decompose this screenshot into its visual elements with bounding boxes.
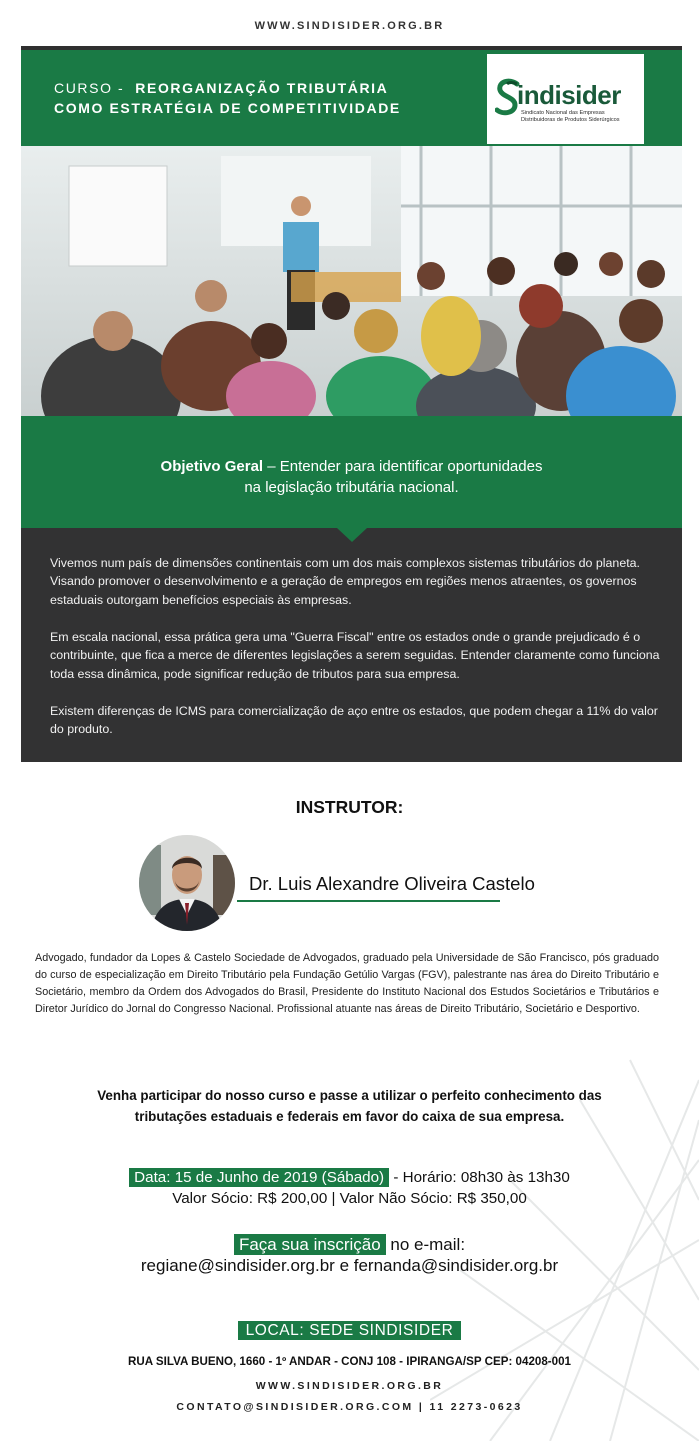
instructor-portrait [139,835,235,931]
cta-line1: Venha participar do nosso curso e passe a utilizar o perfeito conhecimento das [97,1088,602,1103]
instructor-avatar [139,835,235,931]
registration-emails[interactable]: regiane@sindisider.org.br e fernanda@sindisider.org.br [140,1256,559,1275]
event-date-badge: Data: 15 de Junho de 2019 (Sábado) [129,1168,389,1187]
objective-pointer [337,528,367,542]
event-prices: Valor Sócio: R$ 200,00 | Valor Não Sócio: R$ 350,00 [172,1190,527,1207]
call-to-action [0,1085,699,1127]
sindisider-logo[interactable] [487,54,644,144]
event-date-line [0,1169,699,1186]
footer-site-url[interactable]: WWW.SINDISIDER.ORG.BR [255,1380,444,1392]
instructor-name-underline [237,900,500,902]
classroom-illustration [21,146,682,416]
description-band [21,528,682,762]
course-title-line2: COMO ESTRATÉGIA DE COMPETITIVIDADE [54,100,401,116]
registration-line [0,1235,699,1255]
logo-subtitle-line2: Distribuidoras de Produtos Siderúrgicos [521,117,620,123]
footer-contact[interactable]: CONTATO@SINDISIDER.ORG.COM | 11 2273-0623 [176,1401,523,1413]
classroom-photo [21,146,682,416]
logo-subtitle-line1: Sindicato Nacional das Empresas [521,110,605,116]
objective-line2: na legislação tributária nacional. [244,479,459,496]
location-badge: LOCAL: SEDE SINDISIDER [238,1321,462,1340]
location-address: RUA SILVA BUENO, 1660 - 1º ANDAR - CONJ 108 - IPIRANGA/SP CEP: 04208-001 [128,1355,571,1368]
registration-suffix: no e-mail: [385,1235,466,1254]
instructor-heading: INSTRUTOR: [295,797,404,817]
logo-name: indisider [517,80,621,110]
course-title-part1: REORGANIZAÇÃO TRIBUTÁRIA [135,80,389,96]
location-line [0,1322,699,1340]
course-title-line1 [54,80,388,96]
objective-line1: – Entender para identificar oportunidades [263,458,543,475]
header-banner [21,50,682,146]
instructor-name: Dr. Luis Alexandre Oliveira Castelo [249,873,535,894]
description-paragraph-3: Existem diferenças de ICMS para comercialização de aço entre os estados, que podem chegar a 11% do valor do produto. [50,704,658,737]
top-site-url[interactable]: WWW.SINDISIDER.ORG.BR [254,20,445,32]
description-paragraph-2: Em escala nacional, essa prática gera uma "Guerra Fiscal" entre os estados onde o grande prejudicado é o contribuinte, que fica a merce de diferentes legislações a serem seguidas. Entender claramente como funciona toda essa dinâmica, pode significar redução de tributos para sua empresa. [50,630,660,681]
objective-band [21,416,682,528]
instructor-bio: Advogado, fundador da Lopes & Castelo Sociedade de Advogados, graduado pela Universidade de São Francisco, pós graduado do curso de especialização em Direito Tributário pela Fundação Getúlio Vargas (FGV), palestrante nas área do Direito Tributário e Societário, membro da Ordem dos Advogados do Brasil, Presidente do Instituto Nacional dos Estudos Societários e Tributários e Diretor Jurídico do Jornal do Congresso Nacional. Profissional atuante nas áreas de Direito Tributário, Societário e Desportivo. [35,952,659,1015]
objective-label: Objetivo Geral [160,458,264,475]
event-time: - Horário: 08h30 às 13h30 [389,1169,570,1186]
objective-text [21,456,682,498]
course-prefix: CURSO - [54,80,125,96]
description-paragraph-1: Vivemos num país de dimensões continentais com um dos mais complexos sistemas tributários do planeta. Visando promover o desenvolvimento e a geração de empregos em regiões menos atraentes, os governos estaduais outorgam benefícios especiais às empresas. [50,556,640,607]
registration-badge: Faça sua inscrição [234,1234,386,1255]
cta-line2: tributações estaduais e federais em favor do caixa de sua empresa. [134,1109,565,1124]
